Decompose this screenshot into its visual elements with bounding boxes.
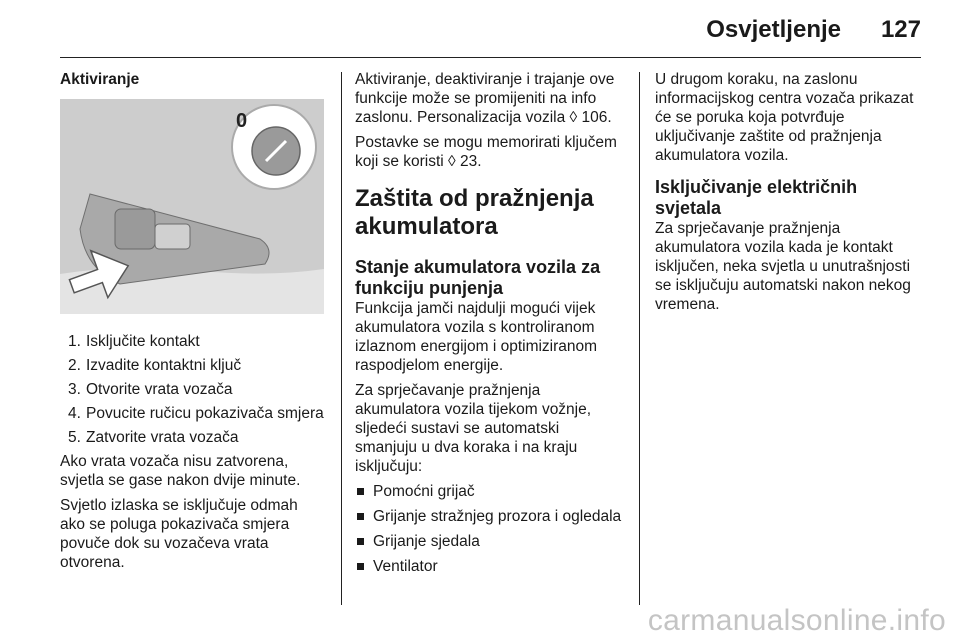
paragraph: U drugom koraku, na zaslonu informacijskog centra vozača prikazat će se poruka koja potvrđuje uključivanje zaštite od pražnjenja akumulatora vozila. [655,71,914,164]
paragraph: Za sprječavanje pražnjenja akumulatora vozila tijekom vožnje, sljedeći sustavi se automatski smanjuju u dva koraka i na kraju isključuju: [355,382,592,475]
steps-list [60,332,326,447]
dial-label: 0 [236,110,248,132]
list-item: 5. Zatvorite vrata vozača [68,429,239,446]
list-item: 1. Isključite kontakt [68,333,200,350]
paragraph: Za sprječavanje pražnjenja akumulatora vozila kada je kontakt isključen, neka svjetla u unutrašnjosti se isključuju automatski nakon nekog vremena. [655,220,911,313]
paragraph: Aktiviranje, deaktiviranje i trajanje ove funkcije može se promijeniti na info zaslonu. Personalizacija vozila ◊ 106. [355,71,615,126]
list-item: 3. Otvorite vrata vozača [68,381,233,398]
column-right [655,70,925,320]
paragraph: Ako vrata vozača nisu zatvorena, svjetla se gase nakon dvije minute. [60,453,301,489]
paragraph: Funkcija jamči najdulji mogući vijek akumulatora vozila s kontroliranom izlaznom energijom i optimiziranom raspodjelom energije. [355,300,598,374]
list-item: Ventilator [355,557,625,576]
column-left [60,70,326,578]
header-rule [60,57,921,58]
list-item: Grijanje stražnjeg prozora i ogledala [355,507,625,526]
subsection-heading: Isključivanje električnih svjetala [655,177,858,218]
list-item: 4. Povucite ručicu pokazivača smjera [68,405,324,422]
page-number: 127 [880,16,921,43]
watermark: carmanualsonline.info [647,604,946,637]
bullet-list [355,482,625,576]
list-item: Grijanje sjedala [355,532,625,551]
column-middle [355,70,625,582]
section-subhead: Aktiviranje [60,71,140,88]
column-divider [341,72,342,605]
paragraph: Svjetlo izlaska se isključuje odmah ako se poluga pokazivača smjera povuče dok su vozačeva vrata otvorena. [60,497,298,571]
turn-signal-stalk-illustration [60,99,324,314]
paragraph: Postavke se mogu memorirati ključem koji se koristi ◊ 23. [355,134,617,170]
column-divider [639,72,640,605]
list-item: Pomoćni grijač [355,482,625,501]
section-heading: Zaštita od pražnjenja akumulatora [355,185,594,240]
subsection-heading: Stanje akumulatora vozila za funkciju punjenja [355,257,601,298]
page-header [60,0,921,58]
page-title: Osvjetljenje [706,16,841,43]
list-item: 2. Izvadite kontaktni ključ [68,357,242,374]
